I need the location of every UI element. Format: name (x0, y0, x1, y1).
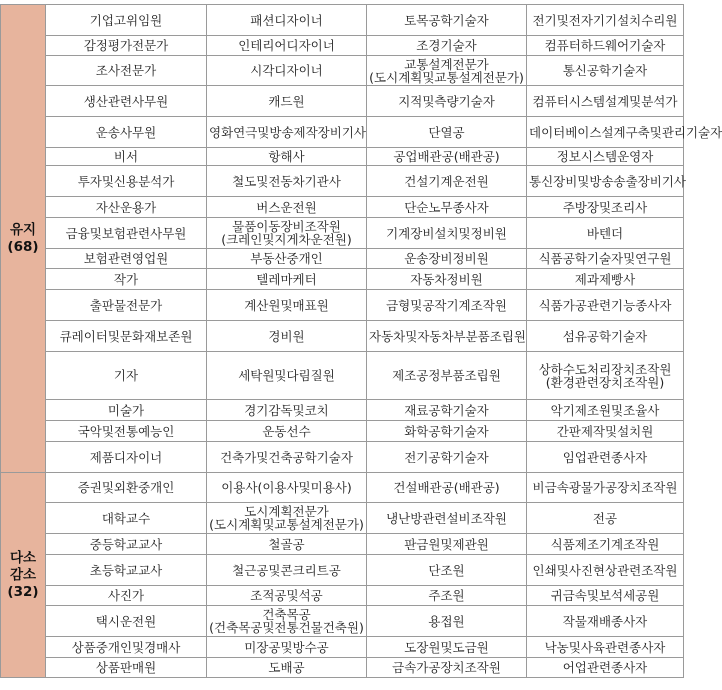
group-label-line: 다소 (9, 549, 37, 566)
occupation-cell: 통신장비및방송송출장비기사 (527, 166, 684, 197)
occupation-cell: 토목공학기술자 (367, 5, 527, 36)
table-row (1, 5, 684, 36)
table-row (1, 218, 684, 249)
table-row (1, 166, 684, 197)
occupation-cell: 전기및전자기기설치수리원 (527, 5, 684, 36)
occupation-cell: 상품중개인및경매사 (46, 637, 207, 658)
occupation-cell: 인쇄및사진현상관련조작원 (527, 555, 684, 586)
occupation-cell: 영화연극및방송제작장비기사 (207, 117, 367, 148)
table-row (1, 148, 684, 166)
occupation-cell: 운동선수 (207, 421, 367, 442)
table-row (1, 290, 684, 321)
occupation-cell: 경기감독및코치 (207, 400, 367, 421)
occupation-cell: 감정평가전문가 (46, 36, 207, 56)
occupation-cell: 캐드원 (207, 86, 367, 117)
table-row (1, 503, 684, 534)
table-row (1, 534, 684, 555)
occupation-cell: 미장공및방수공 (207, 637, 367, 658)
occupation-cell: 주조원 (367, 586, 527, 606)
group-label (1, 5, 46, 473)
occupation-cell: 교통설계전문가(도시계획및교통설계전문가) (367, 56, 527, 86)
occupation-cell: 악기제조원및조율사 (527, 400, 684, 421)
occupation-cell: 도장원및도금원 (367, 637, 527, 658)
occupation-cell: 컴퓨터시스템설계및분석가 (527, 86, 684, 117)
occupation-cell: 국악및전통예능인 (46, 421, 207, 442)
occupation-cell: 출판물전문가 (46, 290, 207, 321)
table-row (1, 555, 684, 586)
table-row (1, 421, 684, 442)
occupation-cell: 금형및공작기계조작원 (367, 290, 527, 321)
occupation-cell: 중등학교교사 (46, 534, 207, 555)
table-row (1, 86, 684, 117)
occupation-cell: 바텐더 (527, 218, 684, 249)
occupation-cell: 부동산중개인 (207, 249, 367, 269)
table-row (1, 269, 684, 290)
occupation-cell: 식품가공관련기능종사자 (527, 290, 684, 321)
occupation-cell: 데이터베이스설계구축및관리기술자 (527, 117, 684, 148)
occupation-cell: 낙농및사육관련종사자 (527, 637, 684, 658)
occupation-cell: 전기공학기술자 (367, 442, 527, 473)
occupation-cell: 정보시스템운영자 (527, 148, 684, 166)
occupation-cell: 증권및외환중개인 (46, 473, 207, 503)
table-row (1, 352, 684, 400)
occupation-cell: 식품공학기술자및연구원 (527, 249, 684, 269)
occupation-cell: 대학교수 (46, 503, 207, 534)
table-body (1, 5, 722, 678)
occupation-cell: 사진가 (46, 586, 207, 606)
occupation-cell: 단순노무종사자 (367, 197, 527, 218)
occupation-cell: 비금속광물가공장치조작원 (527, 473, 684, 503)
table-row (1, 473, 684, 503)
occupation-cell: 조사전문가 (46, 56, 207, 86)
occupation-cell: 비서 (46, 148, 207, 166)
occupation-cell: 재료공학기술자 (367, 400, 527, 421)
occupation-cell: 보험관련영업원 (46, 249, 207, 269)
group-label-line: 감소 (9, 566, 37, 583)
occupation-cell: 컴퓨터하드웨어기술자 (527, 36, 684, 56)
occupation-cell: 시각디자이너 (207, 56, 367, 86)
table-row (1, 658, 684, 678)
table-row (1, 56, 684, 86)
occupation-cell: 건축가및건축공학기술자 (207, 442, 367, 473)
occupation-cell: 판금원및제관원 (367, 534, 527, 555)
occupation-cell: 버스운전원 (207, 197, 367, 218)
occupation-cell: 미술가 (46, 400, 207, 421)
group-label-line: (32) (7, 583, 39, 600)
occupation-cell: 작물재배종사자 (527, 606, 684, 637)
occupation-cell: 건설기계운전원 (367, 166, 527, 197)
occupation-cell: 운송사무원 (46, 117, 207, 148)
occupation-cell: 기업고위임원 (46, 5, 207, 36)
occupation-cell: 건설배관공(배관공) (367, 473, 527, 503)
occupation-cell: 철골공 (207, 534, 367, 555)
occupation-cell: 자동차정비원 (367, 269, 527, 290)
occupation-cell: 경비원 (207, 321, 367, 352)
occupation-cell: 자동차및자동차부분품조립원 (367, 321, 527, 352)
occupation-cell: 인테리어디자이너 (207, 36, 367, 56)
occupation-cell: 패션디자이너 (207, 5, 367, 36)
occupation-cell: 제조공정부품조립원 (367, 352, 527, 400)
group-label-line: 유지 (9, 221, 37, 238)
table-row (1, 36, 684, 56)
occupation-cell: 어업관련종사자 (527, 658, 684, 678)
occupation-cell: 전공 (527, 503, 684, 534)
occupation-cell: 조경기술자 (367, 36, 527, 56)
table-row (1, 321, 684, 352)
occupation-cell: 조적공및석공 (207, 586, 367, 606)
occupation-cell: 단조원 (367, 555, 527, 586)
occupation-cell: 임업관련종사자 (527, 442, 684, 473)
table-row (1, 586, 684, 606)
occupation-cell: 건축목공(건축목공및전통건물건축원) (207, 606, 367, 637)
table-row (1, 606, 684, 637)
occupation-cell: 상하수도처리장치조작원(환경관련장치조작원) (527, 352, 684, 400)
occupation-table (0, 4, 722, 678)
occupation-cell: 자산운용가 (46, 197, 207, 218)
occupation-cell: 초등학교교사 (46, 555, 207, 586)
occupation-cell: 도시계획전문가(도시계획및교통설계전문가) (207, 503, 367, 534)
occupation-cell: 큐레이터및문화재보존원 (46, 321, 207, 352)
occupation-cell: 운송장비정비원 (367, 249, 527, 269)
occupation-cell: 상품판매원 (46, 658, 207, 678)
occupation-cell: 물품이동장비조작원(크레인및지게차운전원) (207, 218, 367, 249)
occupation-cell: 기계장비설치및정비원 (367, 218, 527, 249)
table-row (1, 117, 684, 148)
table-row (1, 197, 684, 218)
occupation-cell: 텔레마케터 (207, 269, 367, 290)
occupation-cell: 금속가공장치조작원 (367, 658, 527, 678)
occupation-cell: 귀금속및보석세공원 (527, 586, 684, 606)
occupation-cell: 이용사(이용사및미용사) (207, 473, 367, 503)
table-row (1, 442, 684, 473)
occupation-cell: 간판제작및설치원 (527, 421, 684, 442)
occupation-cell: 공업배관공(배관공) (367, 148, 527, 166)
occupation-cell: 냉난방관련설비조작원 (367, 503, 527, 534)
occupation-cell: 도배공 (207, 658, 367, 678)
occupation-cell: 투자및신용분석가 (46, 166, 207, 197)
occupation-cell: 항해사 (207, 148, 367, 166)
table-row (1, 400, 684, 421)
occupation-cell: 기자 (46, 352, 207, 400)
table-row (1, 637, 684, 658)
table-row (1, 249, 684, 269)
occupation-cell: 계산원및매표원 (207, 290, 367, 321)
occupation-cell: 작가 (46, 269, 207, 290)
occupation-cell: 철도및전동차기관사 (207, 166, 367, 197)
occupation-cell: 세탁원및다림질원 (207, 352, 367, 400)
occupation-cell: 용접원 (367, 606, 527, 637)
occupation-cell: 금융및보험관련사무원 (46, 218, 207, 249)
occupation-cell: 식품제조기계조작원 (527, 534, 684, 555)
occupation-cell: 주방장및조리사 (527, 197, 684, 218)
occupation-cell: 제과제빵사 (527, 269, 684, 290)
occupation-cell: 단열공 (367, 117, 527, 148)
occupation-cell: 지적및측량기술자 (367, 86, 527, 117)
occupation-cell: 철근공및콘크리트공 (207, 555, 367, 586)
group-label-line: (68) (7, 238, 39, 255)
occupation-cell: 택시운전원 (46, 606, 207, 637)
occupation-cell: 통신공학기술자 (527, 56, 684, 86)
group-label (1, 473, 46, 678)
occupation-cell: 화학공학기술자 (367, 421, 527, 442)
occupation-cell: 생산관련사무원 (46, 86, 207, 117)
occupation-cell: 섬유공학기술자 (527, 321, 684, 352)
occupation-cell: 제품디자이너 (46, 442, 207, 473)
